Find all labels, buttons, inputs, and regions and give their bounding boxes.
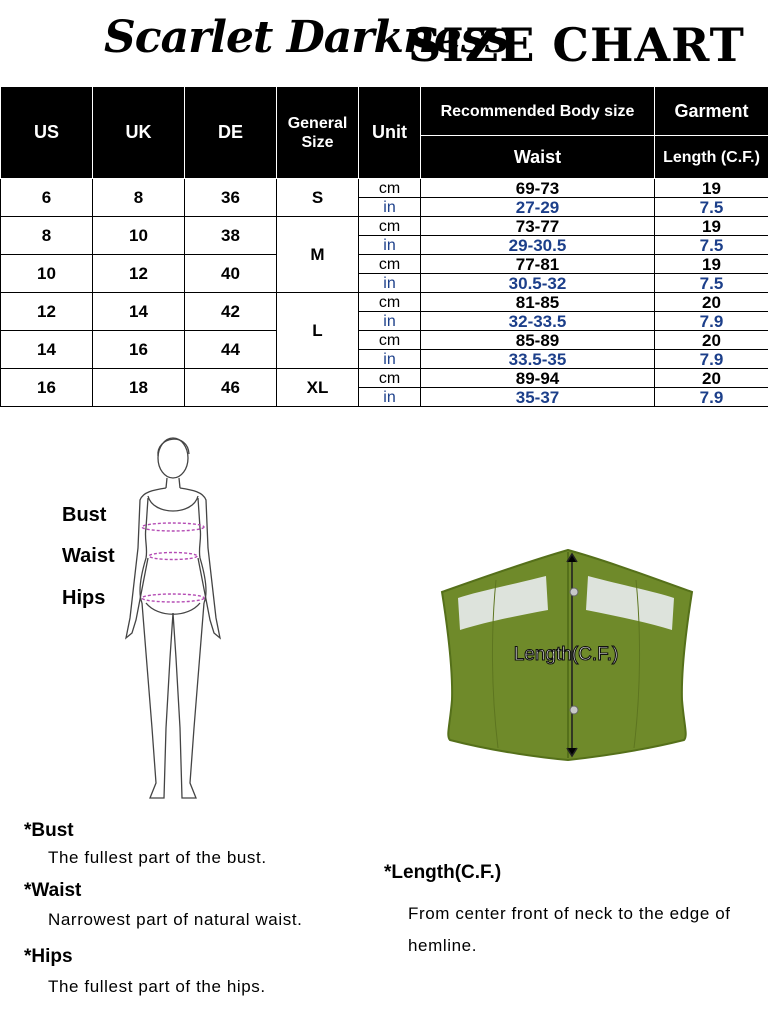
table-row	[1, 293, 768, 312]
table-cell: 19	[655, 217, 768, 236]
table-cell: 14	[93, 293, 185, 331]
bust-label: Bust	[62, 504, 107, 526]
header-unit: Unit	[359, 87, 421, 179]
table-cell: 44	[185, 331, 277, 369]
waist-label: Waist	[62, 545, 115, 567]
table-cell: 35-37	[421, 388, 655, 407]
table-cell: in	[359, 236, 421, 255]
table-cell: 12	[93, 255, 185, 293]
table-cell: cm	[359, 179, 421, 198]
table-cell: 40	[185, 255, 277, 293]
table-cell: cm	[359, 369, 421, 388]
length-title: *Length(C.F.)	[384, 862, 502, 883]
table-cell: 8	[1, 217, 93, 255]
table-cell: 10	[1, 255, 93, 293]
size-table	[0, 86, 768, 407]
header-garment: Garment	[655, 87, 768, 136]
table-cell: 7.5	[655, 198, 768, 217]
table-cell: 32-33.5	[421, 312, 655, 331]
table-cell: 27-29	[421, 198, 655, 217]
table-cell: 19	[655, 179, 768, 198]
table-cell: 7.9	[655, 312, 768, 331]
table-cell: 42	[185, 293, 277, 331]
table-cell: L	[277, 293, 359, 369]
table-cell: 20	[655, 293, 768, 312]
table-cell: 7.5	[655, 274, 768, 293]
table-cell: 12	[1, 293, 93, 331]
table-cell: 10	[93, 217, 185, 255]
table-cell: in	[359, 274, 421, 293]
page-title: SIZE CHART	[408, 18, 745, 72]
table-cell: XL	[277, 369, 359, 407]
table-cell: 89-94	[421, 369, 655, 388]
body-figure-illustration	[118, 428, 228, 808]
table-cell: 46	[185, 369, 277, 407]
table-cell: 73-77	[421, 217, 655, 236]
hips-label: Hips	[62, 587, 106, 609]
table-cell: 36	[185, 179, 277, 217]
table-cell: 29-30.5	[421, 236, 655, 255]
header-uk: UK	[93, 87, 185, 179]
header-recommended: Recommended Body size	[421, 87, 655, 136]
table-cell: 20	[655, 331, 768, 350]
table-cell: S	[277, 179, 359, 217]
bust-title: *Bust	[24, 820, 74, 841]
table-cell: in	[359, 350, 421, 369]
table-row	[1, 179, 768, 198]
table-row	[1, 331, 768, 350]
table-cell: cm	[359, 255, 421, 274]
table-cell: cm	[359, 331, 421, 350]
table-cell: in	[359, 312, 421, 331]
table-row	[1, 255, 768, 274]
header-de: DE	[185, 87, 277, 179]
table-cell: 14	[1, 331, 93, 369]
brand-logo: Scarlet Darkness	[104, 12, 509, 63]
definitions-right	[384, 862, 744, 962]
table-cell: 30.5-32	[421, 274, 655, 293]
table-cell: 69-73	[421, 179, 655, 198]
table-cell: 8	[93, 179, 185, 217]
table-cell: in	[359, 388, 421, 407]
length-text: From center front of neck to the edge of hemline.	[408, 904, 731, 955]
table-cell: 81-85	[421, 293, 655, 312]
waist-text: Narrowest part of natural waist.	[48, 910, 303, 929]
table-cell: in	[359, 198, 421, 217]
table-cell: 77-81	[421, 255, 655, 274]
length-cf-label: Length(C.F.)	[513, 644, 619, 665]
header	[0, 0, 768, 86]
table-cell: M	[277, 217, 359, 293]
table-cell: 16	[93, 331, 185, 369]
table-row	[1, 369, 768, 388]
table-cell: 18	[93, 369, 185, 407]
table-cell: cm	[359, 293, 421, 312]
header-waist: Waist	[421, 136, 655, 179]
table-cell: 38	[185, 217, 277, 255]
table-cell: 7.5	[655, 236, 768, 255]
hips-title: *Hips	[24, 946, 73, 967]
table-cell: 7.9	[655, 388, 768, 407]
table-cell: cm	[359, 217, 421, 236]
bust-text: The fullest part of the bust.	[48, 848, 267, 867]
waist-title: *Waist	[24, 880, 82, 901]
corset-illustration	[436, 540, 696, 765]
header-us: US	[1, 87, 93, 179]
definitions-left	[24, 820, 354, 997]
table-cell: 33.5-35	[421, 350, 655, 369]
table-cell: 19	[655, 255, 768, 274]
header-length: Length (C.F.)	[655, 136, 768, 179]
table-cell: 85-89	[421, 331, 655, 350]
table-cell: 6	[1, 179, 93, 217]
table-cell: 16	[1, 369, 93, 407]
table-cell: 20	[655, 369, 768, 388]
hips-text: The fullest part of the hips.	[48, 977, 266, 996]
table-cell: 7.9	[655, 350, 768, 369]
header-general-size: General Size	[277, 87, 359, 179]
table-row	[1, 217, 768, 236]
